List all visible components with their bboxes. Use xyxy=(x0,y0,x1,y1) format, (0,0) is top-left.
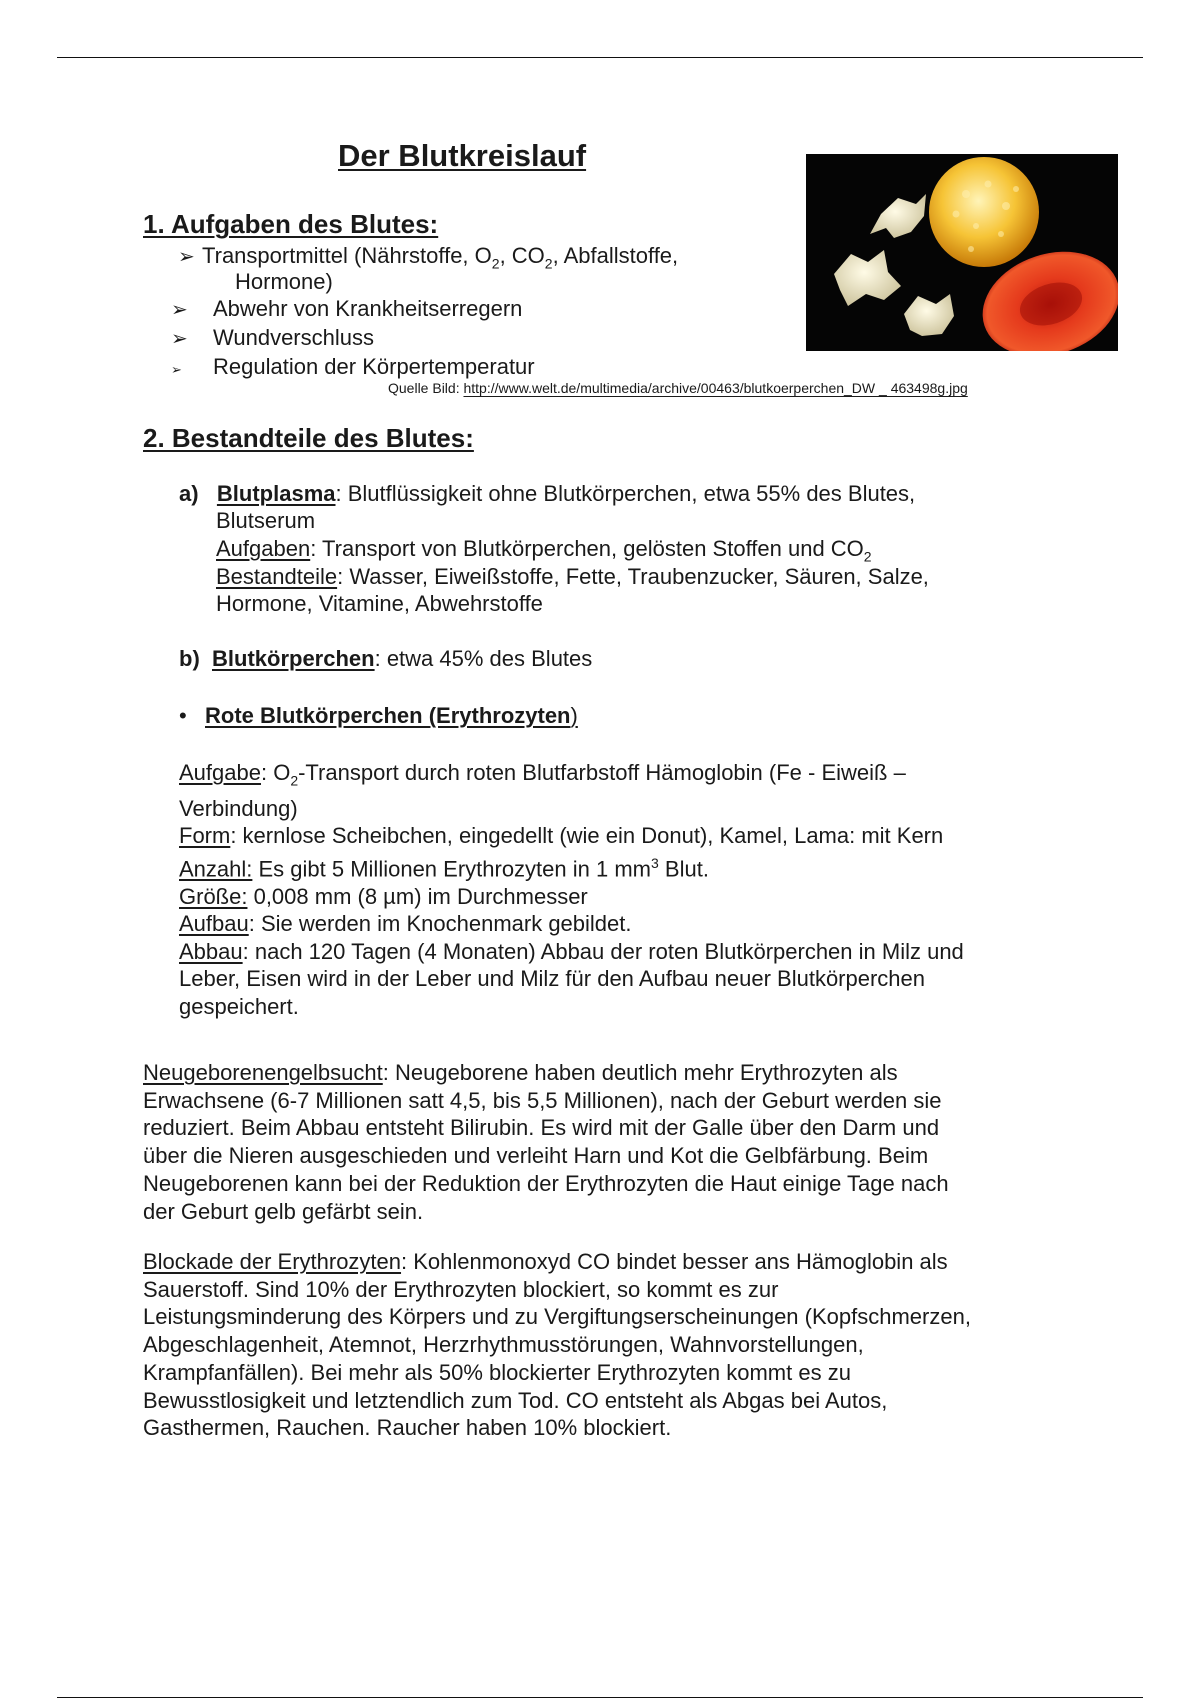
transport-line2: Hormone) xyxy=(235,269,333,294)
section-2-heading: 2. Bestandteile des Blutes: xyxy=(143,423,474,453)
rote-form: Form: kernlose Scheibchen, eingedellt (wie ein Donut), Kamel, Lama: mit Kern xyxy=(179,823,944,849)
neugeborenen-paragraph: Neugeborenengelbsucht: Neugeborene haben deutlich mehr Erythrozyten als Erwachsene (6-7 Millionen satt 4,5, bis 5,5 Millionen), nach der Geburt werden sie reduziert. Beim Abbau entsteht Bilirubin. Es wird mit der Galle über den Darm und über die Nieren ausgeschieden und verleiht Harn und Kot die Gelbfärbung. Beim Neugeborenen kann bei der Reduktion der Erythrozyten die Haut einige Tage nach der Geburt gelb gefärbt sein. xyxy=(143,1060,949,1224)
transport-line1: Transportmittel (Nährstoffe, $O_2$, $CO_2$, Abfallstoffe, xyxy=(202,243,679,272)
item-marker-b: b) xyxy=(179,646,200,671)
task-item-wund: ➢ Wundverschluss xyxy=(171,324,374,354)
rote-abbau: Abbau: nach 120 Tagen (4 Monaten) Abbau der roten Blutkörperchen in Milz und xyxy=(179,938,964,964)
arrow-bullet-icon: ➢ xyxy=(171,328,188,350)
section-1-heading: 1. Aufgaben des Blutes: xyxy=(143,209,439,239)
blutkoerperchen-line: b) Blutkörperchen: etwa 45% des Blutes xyxy=(179,646,593,671)
blutplasma-term: Blutplasma xyxy=(216,481,336,506)
white-blood-cell xyxy=(929,157,1039,267)
round-bullet-icon: • xyxy=(179,703,187,728)
blood-cells-photo xyxy=(806,154,1118,351)
image-source: Quelle Bild: http://www.welt.de/multimedia/archive/00463/blutkoerperchen_DW _ 463498g.jpg xyxy=(388,380,968,396)
rote-heading: • Rote Blutkörperchen (Erythrozyten) xyxy=(179,703,578,728)
rote-aufgabe-line2: Verbindung) xyxy=(179,795,298,821)
aufgaben-label: Aufgaben xyxy=(216,536,311,561)
neugeborenen-label: Neugeborenengelbsucht xyxy=(143,1060,383,1085)
top-rule xyxy=(57,57,1143,58)
rote-abbau-line3: gespeichert. xyxy=(179,993,299,1019)
image-source-link[interactable]: http://www.welt.de/multimedia/archive/00463/blutkoerperchen_DW _ 463498g.jpg xyxy=(463,380,968,396)
blutplasma-bestandteile: Bestandteile: Wasser, Eiweißstoffe, Fette, Traubenzucker, Säuren, Salze, xyxy=(216,564,929,589)
blutplasma-bestandteile-line2: Hormone, Vitamine, Abwehrstoffe xyxy=(216,591,543,616)
bestandteile-label: Bestandteile xyxy=(216,564,338,589)
rote-abbau-line2: Leber, Eisen wird in der Leber und Milz für den Aufbau neuer Blutkörperchen xyxy=(179,966,926,992)
rote-details xyxy=(179,759,1079,1020)
rote-aufgabe: Aufgabe: $O_2$-Transport durch roten Blutfarbstoff Hämoglobin (Fe - Eiweiß – xyxy=(179,760,906,789)
arrow-bullet-icon: ➢ xyxy=(178,246,195,268)
arrow-bullet-icon: ➢ xyxy=(171,299,188,321)
item-marker-a: a) xyxy=(179,481,199,506)
blutplasma-aufgaben: Aufgaben: Transport von Blutkörperchen, gelösten Stoffen und $CO_2$ xyxy=(216,536,872,565)
rote-aufbau: Aufbau: Sie werden im Knochenmark gebildet. xyxy=(179,911,632,937)
blutplasma-line1: a) Blutplasma: Blutflüssigkeit ohne Blutkörperchen, etwa 55% des Blutes, xyxy=(179,481,916,506)
task-item-abwehr: ➢ Abwehr von Krankheitserregern xyxy=(171,295,522,325)
page-title: Der Blutkreislauf xyxy=(338,138,587,173)
blockade-paragraph: Blockade der Erythrozyten: Kohlenmonoxyd CO bindet besser ans Hämoglobin als Sauerstoff. Sind 10% der Erythrozyten blockiert, so kommt es zur Leistungsminderung des Körpers und zu Vergiftungserscheinungen (Kopfschmerzen, Abgeschlagenheit, Atemnot, Herzrhythmusstörungen, Wahnvorstellungen, Krampfanfällen). Bei mehr als 50% blockierter Erythrozyten kommt es zu Bewusstlosigkeit und letztendlich zum Tod. CO entsteht als Abgas bei Autos, Gasthermen, Rauchen. Raucher haben 10% blockiert. xyxy=(143,1249,971,1441)
rote-groesse: Größe: 0,008 mm (8 µm) im Durchmesser xyxy=(179,883,588,909)
bottom-rule xyxy=(57,1697,1143,1698)
blutkoerperchen-term: Blutkörperchen xyxy=(212,646,375,671)
task-item-regulation: ➢ Regulation der Körpertemperatur xyxy=(171,353,535,384)
arrow-bullet-icon: ➢ xyxy=(171,362,182,377)
blutplasma-line2: Blutserum xyxy=(216,508,316,533)
blockade-label: Blockade der Erythrozyten xyxy=(143,1249,402,1274)
rote-anzahl: Anzahl: Es gibt 5 Millionen Erythrozyten in 1 $mm^3$ Blut. xyxy=(179,854,709,882)
